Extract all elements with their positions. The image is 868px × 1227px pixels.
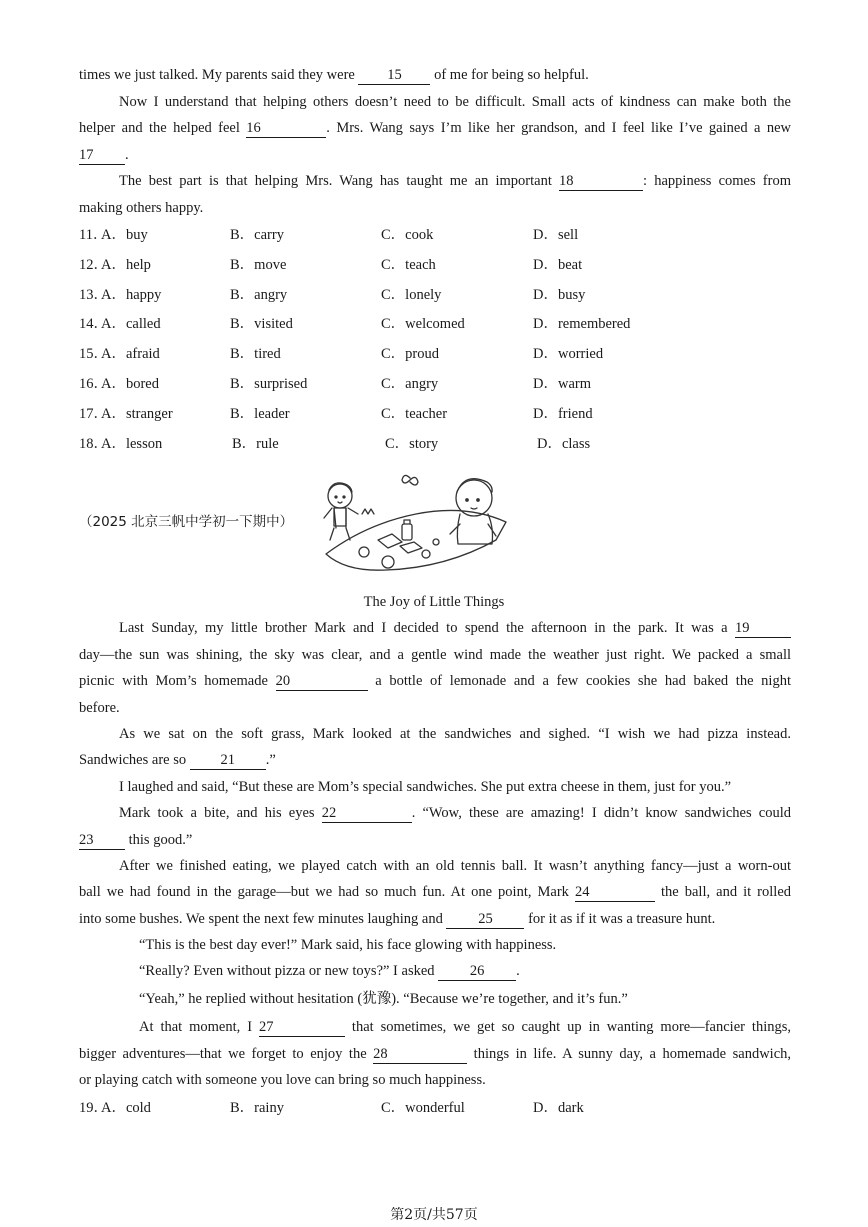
option-d: D．worried — [533, 346, 604, 362]
blank-19: 19 — [735, 619, 791, 638]
passage-title: The Joy of Little Things — [363, 594, 505, 610]
text: : happiness comes from — [643, 173, 791, 189]
option-a: A．stranger — [101, 406, 173, 422]
option-a: A．happy — [101, 287, 162, 303]
option-a: A．buy — [101, 227, 148, 243]
text: . — [125, 147, 129, 163]
option-c: C．teach — [381, 257, 436, 273]
passage1-line: Now I understand that helping others doesn’t need to be difficult. Small acts of kindness can make both the — [119, 94, 791, 110]
text: . “Wow, these are amazing! I didn’t know sandwiches could — [411, 805, 791, 821]
passage1-line — [119, 171, 791, 191]
option-b: B．carry — [230, 227, 284, 243]
text: .” — [265, 752, 276, 768]
passage2-line — [79, 882, 791, 902]
passage2-line: I laughed and said, “But these are Mom’s special sandwiches. She put extra cheese in them, just for you.” — [119, 779, 732, 795]
passage2-line: As we sat on the soft grass, Mark looked at the sandwiches and sighed. “I wish we had pizza instead. — [119, 726, 791, 742]
option-b: B．tired — [230, 346, 281, 362]
option-b: B．rule — [232, 436, 279, 452]
picnic-illustration — [316, 468, 511, 576]
passage2-line: day—the sun was shining, the sky was clear, and a gentle wind made the weather just right. We packed a small — [79, 647, 791, 663]
option-d: D．sell — [533, 227, 579, 243]
text: that sometimes, we get so caught up in wanting more—fancier things, — [344, 1019, 791, 1035]
option-a: A．bored — [101, 376, 159, 392]
text: . — [516, 963, 520, 979]
blank-26: 26 — [438, 962, 516, 981]
text: ball we had found in the garage—but we had so much fun. At one point, Mark — [79, 884, 575, 900]
text: for it as if it was a treasure hunt. — [524, 911, 716, 927]
passage2-line — [79, 1044, 791, 1064]
text: “Really? Even without pizza or new toys?” I asked — [139, 963, 439, 979]
passage2-line — [139, 961, 791, 981]
blank-17: 17 — [79, 146, 125, 165]
passage2-line: “Yeah,” he replied without hesitation (犹豫). “Because we’re together, and it’s fun.” — [139, 991, 628, 1007]
question-number: 18． — [79, 436, 108, 452]
text: picnic with Mom’s homemade — [79, 673, 276, 689]
passage2-line: or playing catch with someone you love can bring so much happiness. — [79, 1072, 486, 1088]
text: into some bushes. We spent the next few minutes laughing and — [79, 911, 447, 927]
text: At that moment, I — [139, 1019, 259, 1035]
option-d: D．class — [537, 436, 591, 452]
question-number: 17． — [79, 406, 108, 422]
option-d: D．friend — [533, 406, 593, 422]
option-c: C．teacher — [381, 406, 448, 422]
text: a bottle of lemonade and a few cookies she had baked the night — [367, 673, 791, 689]
passage1-line — [79, 118, 791, 138]
option-c: C．proud — [381, 346, 439, 362]
option-c: C．wonderful — [381, 1100, 465, 1116]
question-number: 15． — [79, 346, 108, 362]
text: Sandwiches are so — [79, 752, 190, 768]
text: bigger adventures—that we forget to enjoy the — [79, 1046, 374, 1062]
text: times we just talked. My parents said they were — [79, 67, 359, 83]
text: of me for being so helpful. — [430, 67, 589, 83]
option-b: B．leader — [230, 406, 290, 422]
page-number: 第2页/共57页 — [390, 1207, 478, 1223]
text: The best part is that helping Mrs. Wang has taught me an important — [119, 173, 560, 189]
passage2-line — [79, 750, 791, 770]
blank-24: 24 — [575, 883, 655, 902]
passage1-line: making others happy. — [79, 200, 204, 216]
option-c: C．angry — [381, 376, 439, 392]
source-label: （2025 北京三帆中学初一下期中） — [79, 514, 294, 530]
blank-15: 15 — [358, 66, 430, 85]
text: Mark took a bite, and his eyes — [119, 805, 322, 821]
option-b: B．move — [230, 257, 287, 273]
option-b: B．rainy — [230, 1100, 284, 1116]
blank-18: 18 — [559, 172, 643, 191]
option-b: B．visited — [230, 316, 293, 332]
blank-28: 28 — [373, 1045, 467, 1064]
option-d: D．remembered — [533, 316, 631, 332]
option-a: A．called — [101, 316, 161, 332]
passage2-line — [79, 909, 791, 929]
option-c: C．story — [385, 436, 439, 452]
option-a: A．lesson — [101, 436, 163, 452]
blank-16: 16 — [246, 119, 326, 138]
passage2-line — [119, 803, 791, 823]
passage2-line: After we finished eating, we played catch with an old tennis ball. It wasn’t anything fancy—just a worn-out — [119, 858, 791, 874]
blank-27: 27 — [259, 1018, 345, 1037]
passage2-line — [139, 1017, 791, 1037]
option-a: A．afraid — [101, 346, 160, 362]
option-d: D．beat — [533, 257, 583, 273]
option-b: B．angry — [230, 287, 288, 303]
question-number: 14． — [79, 316, 108, 332]
passage1-line — [79, 65, 791, 85]
text: this good.” — [125, 832, 193, 848]
text: Last Sunday, my little brother Mark and I decided to spend the afternoon in the park. It was a — [119, 620, 735, 636]
option-c: C．cook — [381, 227, 434, 243]
option-a: A．cold — [101, 1100, 151, 1116]
blank-25: 25 — [446, 910, 524, 929]
passage2-line — [79, 671, 791, 691]
passage1-line — [79, 145, 791, 165]
question-number: 16． — [79, 376, 108, 392]
blank-22: 22 — [322, 804, 412, 823]
option-d: D．dark — [533, 1100, 584, 1116]
blank-20: 20 — [276, 672, 368, 691]
question-number: 13． — [79, 287, 108, 303]
passage2-line: “This is the best day ever!” Mark said, his face glowing with happiness. — [139, 937, 557, 953]
passage2-line — [119, 618, 791, 638]
blank-23: 23 — [79, 831, 125, 850]
option-a: A．help — [101, 257, 151, 273]
question-number: 12． — [79, 257, 108, 273]
option-d: D．warm — [533, 376, 591, 392]
text: . Mrs. Wang says I’m like her grandson, and I feel like I’ve gained a new — [326, 120, 791, 136]
option-b: B．surprised — [230, 376, 308, 392]
passage2-line: before. — [79, 700, 120, 716]
question-number: 19． — [79, 1100, 108, 1116]
option-c: C．lonely — [381, 287, 442, 303]
option-d: D．busy — [533, 287, 586, 303]
question-number: 11． — [79, 227, 108, 243]
option-c: C．welcomed — [381, 316, 465, 332]
text: things in life. A sunny day, a homemade sandwich, — [467, 1046, 792, 1062]
passage2-line — [79, 830, 791, 850]
text: helper and the helped feel — [79, 120, 247, 136]
text: the ball, and it rolled — [654, 884, 792, 900]
blank-21: 21 — [190, 751, 266, 770]
